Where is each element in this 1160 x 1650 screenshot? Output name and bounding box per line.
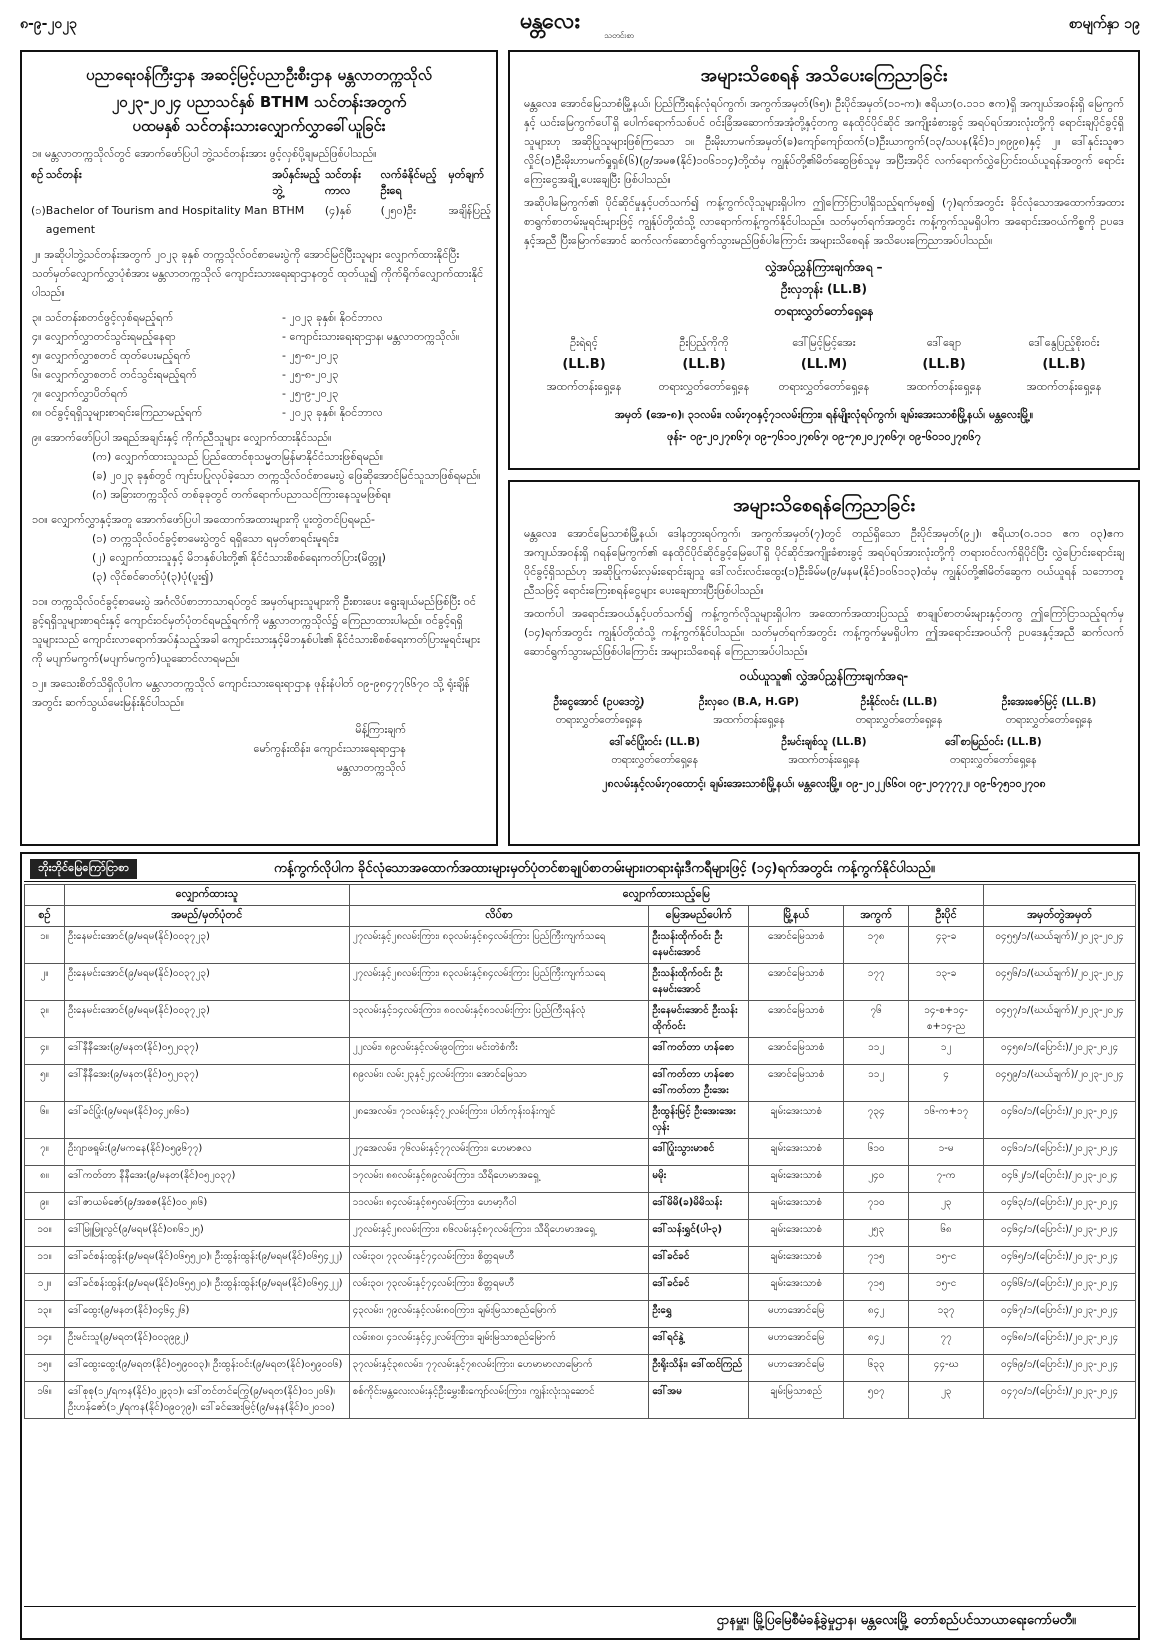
course-table [31,167,491,239]
table-cell: ၇၁၅ [844,1274,909,1301]
table-cell: ၇၁၅ [844,1247,909,1274]
lawyer-role: တရားလွှတ်တော်ရှေ့နေ [658,380,750,393]
registry-message: ကန့်ကွက်လိုပါက ခိုင်လုံသောအထောက်အထားများမှတ်ပုံတင်စာချုပ်စာတမ်းများ၊တရားရုံးဒီကရီများဖြင့် (၁၄)ရက်အတွင်း ကန့်ကွက်နိုင်ပါသည်။ [274,861,935,876]
notice-p9: ၉။ အောက်ဖော်ပြပါ အရည်အချင်းနှင့် ကိုက်ညီသူများ လျှောက်ထားနိုင်သည်။ [32,431,332,444]
group-header-land: လျှောက်ထားသည့်မြေ [349,885,983,906]
table-cell: ဒေါ်ခင်ခင် [649,1274,749,1301]
table-row [25,1166,1136,1193]
notice-title-2: ၂၀၂၃-၂၀၂၄ ပညာသင်နှစ် BTHM သင်တန်းအတွက် [111,93,407,111]
schedule-row [32,327,486,346]
signature-line-3: မန္တလာတက္ကသိုလ် [336,761,406,774]
table-cell: ၁၄-စ+၁၄-စ+၁၄-ည [909,1001,984,1038]
schedule-value: - ၂၅-၈-၂၀၂၃ [282,368,339,381]
notice-p12: ၁၂။ အသေးစိတ်သိရှိလိုပါက မန္တလာတက္ကသိုလ် ကျောင်းသားရေးရာဌာန ဖုန်းနံပါတ် ၀၉-၉၈၄၇၇၆၆၇၀ သို့ ရုံးချိန်အတွင်း ဆက်သွယ်မေးမြန်းနိုင်ပါသည်။ [32,677,470,709]
table-cell: ၄ [909,1065,984,1102]
schedule-row [32,308,486,327]
table-cell: ၁၃လမ်းနှင့်၁၄လမ်းကြား၊ ၈၀လမ်းနှင့်၈၁လမ်းကြား ပြည်ကြီးရန်လုံ [349,1001,649,1038]
table-cell: ဦးရိုးသိန်း၊ ဒေါ်ထင်ကြည် [649,1355,749,1382]
schedule-value: - ၂၀၂၃ ခုနှစ်၊ နိုဝင်ဘာလ [282,311,383,324]
schedule-label: ၈။ ဝင်ခွင့်ရရှိသူများစာရင်းကြေညာမည့်ရက် [32,406,203,419]
lawyer-qualification: (LL.B) [682,357,726,372]
schedule-label: ၄။ လျှောက်လွှာတင်သွင်းရမည့်နေရာ [32,330,176,343]
table-cell: ၂၂လမ်း၊ ၈၉လမ်းနှင့်လမ်း၉၀ကြား၊ မင်းတဲစံကီး [349,1038,649,1065]
table-cell: ဦးရွှေ [649,1301,749,1328]
table-row [25,964,1136,1001]
schedule-label: ၇။ လျှောက်လွှာပိတ်ရက် [32,387,128,400]
table-cell: အောင်မြေသာစံ [749,1038,844,1065]
table-cell: ၄။ [25,1038,65,1065]
table-cell: ၀၄၅၇/၁/(ဃယ်ချက်)/၂၀၂၃-၂၀၂၄ [984,1001,1136,1038]
public-notice-2-address: ၂၈လမ်းနှင့်လမ်း၇၀ထောင့်၊ ချမ်းအေးသာစံမြို့နယ်၊ မန္တလေးမြို့။ ၀၉-၂၀၂၂၆၆၀၊ ၀၉-၂၀၇၇၇၇၂၊ ၀၉-၆၇၅၁၀၂၇၀၈ [602,777,1046,790]
table-cell: ချမ်းအေးသာစံ [749,1193,844,1220]
schedule-row [32,403,486,422]
eligibility-item: (ဂ) အခြားတက္ကသိုလ် တစ်ခုခုတွင် တက်ရောက်ပညာသင်ကြားနေသူမဖြစ်ရ။ [92,488,392,501]
table-cell: ၀၄၆၀/၁/(ပြောင်း)/၂၀၂၃-၂၀၂၄ [984,1102,1136,1139]
lawyer-name: ဦးမင်းချစ်သူ (LL.B) [781,736,867,748]
table-cell: ၈၉လမ်း၊ လမ်း၂၃နှင့်၂၄လမ်းကြား၊ အောင်မြေသာ [349,1065,649,1102]
table-cell: မဟာအောင်မြေ [749,1301,844,1328]
masthead-subtitle: သတင်းစာ [604,31,634,40]
table-cell: ၂၈အေလမ်း၊ ၇၁လမ်းနှင့်၇၂လမ်းကြား၊ ပါတ်ကုန်းဝန်းကျင် [349,1102,649,1139]
table-cell: ၃။ [25,1001,65,1038]
group-header-applicant: လျှောက်ထားသူ [64,885,349,906]
registry-column-header: လိပ်စာ [349,906,649,927]
registry-column-header: အမှတ်တွဲအမှတ် [984,906,1136,927]
masthead-logo [520,6,640,42]
lawyer [739,733,908,769]
lawyer-name: ဦးအေးဇော်မြင့် (LL.B) [1001,696,1097,708]
table-cell: ဒေါ်ပြုံးသွားမာစင် [649,1139,749,1166]
table-row [25,1220,1136,1247]
table-row [25,1382,1136,1419]
registry-column-header: မြေအမည်ပေါက် [649,906,749,927]
course-cell: (၄)နှစ် [324,204,352,217]
public-notice-1-body-2: အဆိုပါမြေကွက်၏ ပိုင်ဆိုင်မှုနှင့်ပတ်သက်၍ ကန့်ကွက်လိုသူများရှိပါက ဤကြော်ငြာပါရှိသည့်ရက်မှစ၍ (၇)ရက်အတွင်း ခိုင်လုံသောအထောက်အထားစာရွက်စာတမ်းမူရင်းများဖြင့် ကျွန်ုပ်တို့ထံသို့ လာရောက်ကန့်ကွက်နိုင်ပါသည်။ သတ်မှတ်ရက်အတွင်း ကန့်ကွက်သူမရှိပါက အရောင်းအဝယ်ကိစ္စကို ဥပဒေနှင့်အညီ ပြီးမြောက်အောင် ဆက်လက်ဆောင်ရွက်သွားမည်ဖြစ်ပါကြောင်း အများသိစေရန် အသိပေးကြေညာအပ်ပါသည်။ [524,196,1124,247]
lawyer-role: အထက်တန်းရှေ့နေ [546,380,622,393]
table-cell: ၁၂ [909,1038,984,1065]
notice-title-3: ပထမနှစ် သင်တန်းသားလျှောက်လွှာခေါ်ယူခြင်း [132,117,386,135]
table-cell: ဒေါ်ကတ်တာ ဟန်စော ဒေါ်ကတ်တာ ဦးအေး [649,1065,749,1102]
lawyer-name: ဒေါ်ခင်ပြုံးဝင်း (LL.B) [609,736,700,748]
public-notice-2-by: ဝယ်ယူသူ၏ လွှဲအပ်ညွှန်ကြားချက်အရ- [739,669,909,683]
public-notice-1 [508,50,1140,470]
table-cell: လမ်း၃၀၊ ၇၃လမ်းနှင့်၇၄လမ်းကြား၊ စိတ္တရမဟီ [349,1247,649,1274]
table-cell: မဟာအောင်မြေ [749,1328,844,1355]
course-header: အပ်နှင်းမည့်ဘွဲ့ [272,168,321,197]
table-cell: ဒေါ်ခင်ခင် [649,1247,749,1274]
table-cell: ၁၁၂ [844,1038,909,1065]
lawyer-role: အထက်တန်းရှေ့နေ [788,754,860,766]
lawyer-role: တရားလွှတ်တော်ရှေ့နေ [611,754,698,766]
registry-header [24,856,1136,882]
schedule-row [32,365,486,384]
page-header [20,6,1140,46]
lawyer-name: ဦးပြည့်ကိုကို [679,336,729,349]
page-number: စာမျက်နှာ ၁၉ [1068,16,1140,32]
table-cell: ၇။ [25,1139,65,1166]
document-item: (၃) လိုင်စင်ဓာတ်ပုံ(၃)ပုံ(ပူး၍) [92,570,214,583]
registry-footer: ဌာနမှူး၊ မြို့ပြမြေစီမံခန့်ခွဲမှုဌာန၊ မန္တလေးမြို့ တော်စည်ပင်သာယာရေးကော်မတီ။ [24,1606,1136,1636]
table-cell: ၇၆ [844,1001,909,1038]
course-header: သင်တန်းကာလ [324,168,361,197]
table-cell: ဒေါ်ရင်နွဲ့ [649,1328,749,1355]
table-cell: ၈၄၂ [844,1301,909,1328]
table-cell: ၅၀၇ [844,1382,909,1419]
lawyer-name: ဒေါ်မြင့်မြင့်အေး [792,336,856,349]
schedule-list [22,302,496,422]
table-cell: ချမ်းအေးသာစံ [749,1220,844,1247]
course-header: မှတ်ချက် [448,168,485,181]
table-row [25,1301,1136,1328]
table-cell: ချမ်းအေးသာစံ [749,1247,844,1274]
table-cell: ၄၃လမ်း၊ ၇၉လမ်းနှင့်လမ်း၈၀ကြား၊ ချမ်းမြသာစည်မြောက် [349,1301,649,1328]
table-cell: မမိုး [649,1166,749,1193]
table-cell: ၇-က [909,1166,984,1193]
public-notice-1-phone: ဖုန်း- ၀၉-၂၀၂၇၈၆၇၊ ၀၉-၇၆၁၀၂၇၈၆၇၊ ၀၉-၇၈၂၀၂၇၈၆၇၊ ၀၉-၆၀၁၀၂၇၈၆၇ [667,430,981,443]
course-cell: BTHM [272,204,305,217]
table-cell: ဒေါ်ခင်စန်းထွန်း(၉/မရမ(နိုင်)၀၆၅၅၂၀)၊ ဦးထွန်းထွန်း(၉/မရမ(နိုင်)၀၆၅၄၂၂) [64,1247,349,1274]
table-cell: ၁၃-ခ [909,964,984,1001]
table-cell: ချမ်းအေးသာစံ [749,1139,844,1166]
lawyer [644,332,764,398]
public-notice-1-title: အများသိစေရန် အသိပေးကြေညာခြင်း [700,65,948,86]
table-cell: ၁၇၇ [844,964,909,1001]
public-notice-1-by: လွှဲအပ်ညွှန်ကြားချက်အရ – [765,260,883,274]
table-cell: ၂၄၀ [844,1166,909,1193]
document-item: (၂) လျှောက်ထားသူနှင့် မိဘနှစ်ပါးတို့၏ နိုင်ငံသားစိစစ်ရေးကတ်ပြား(မိတ္တူ) [92,551,386,564]
table-cell: ၁၇၈ [844,927,909,964]
table-cell: ဒေါ်ထွေး(၉/မနတ(နိုင်)၀၄၆၄၂၆) [64,1301,349,1328]
eligibility-item: (ခ) ၂၀၂၃ ခုနှစ်တွင် ကျင်းပပြုလုပ်ခဲ့သော တက္ကသိုလ်ဝင်စာမေးပွဲ ဖြေဆိုအောင်မြင်သူသာဖြစ်ရမည်။ [92,469,481,482]
table-cell: ၀၄၅၆/၁/(ဃယ်ချက်)/၂၀၂၃-၂၀၂၄ [984,964,1136,1001]
lawyer-name: ဒေါ်စာမြည်ဝင်း (LL.B) [944,736,1042,748]
land-registry-notice [20,852,1140,1640]
table-cell: အောင်မြေသာစံ [749,964,844,1001]
table-cell: ဒေါ်ကတ်တာ ဟန်စော [649,1038,749,1065]
public-notice-2-body-2: အထက်ပါ အရောင်းအဝယ်နှင့်ပတ်သက်၍ ကန့်ကွက်လိုသူများရှိပါက အထောက်အထားပြသည့် စာချုပ်စာတမ်းများနှင့်တကွ ဤကြော်ငြာသည့်ရက်မှ (၁၄)ရက်အတွင်း ကျွန်ုပ်တို့ထံသို့ ကန့်ကွက်နိုင်ပါသည်။ သတ်မှတ်ရက်အတွင်း ကန့်ကွက်မှုမရှိပါက ဤအရောင်းအဝယ်ကို ဥပဒေနှင့်အညီ ဆက်လက်ဆောင်ရွက်သွားမည်ဖြစ်ပါကြောင်း အများသိစေရန် ကြေညာအပ်ပါသည်။ [524,607,1124,658]
public-notice-1-main-lawyer: ဦးလှဘုန်း (LL.B) [781,282,867,296]
table-cell: ၀၄၆၉/၁/(ပြောင်း)/၂၀၂၃-၂၀၂၄ [984,1355,1136,1382]
course-header: စဉ် [31,168,44,181]
table-cell: ၀၄၅၈/၁/(ပြောင်း)/၂၀၂၃-၂၀၂၄ [984,1038,1136,1065]
table-cell: ၁၄။ [25,1328,65,1355]
signature-line-2: မော်ကွန်းထိန်း၊ ကျောင်းသားရေးရာဌာန [253,742,406,755]
table-cell: ၂၇လမ်းနှင့်၂၈လမ်းကြား၊ ၈၃လမ်းနှင့်၈၄လမ်းကြား ပြည်ကြီးကျက်သရေ [349,964,649,1001]
registry-column-header: အမည်/မှတ်ပုံတင် [64,906,349,927]
table-row [25,1065,1136,1102]
table-cell: ၁၁။ [25,1247,65,1274]
table-cell: ၁၁လမ်း၊ ၈၄လမ်းနှင့်၈၅လမ်းကြား၊ ဟေမာ့ဂီဝါ [349,1193,649,1220]
table-cell: ၁၅။ [25,1355,65,1382]
table-cell: ဦးမင်းသူ(၉/မရတ(နိုင်)၀၀၃၉၉၂) [64,1328,349,1355]
lawyer-name: ဦးရဲရင့် [570,336,598,349]
table-cell: ၁၁၂ [844,1065,909,1102]
signature-block [22,720,496,777]
table-cell: ဒေါ်စုစု(၁၂/ရကန(နိုင်)၀၂၉၃၁)၊ ဒေါ်တင်တင်ကြွေ(၉/မရတ(နိုင်)၀၁၂၀၆)၊ ဦးဟန်ဇော်(၁၂/ရကန(နိုင်)၀၉၀၇၉)၊ ဒေါ်ခင်အေးမြင့်(၉/မနန(နိုင်)၀၂၀၁၀) [64,1382,349,1419]
schedule-value: - ကျောင်းသားရေးရာဌာန၊ မန္တလာတက္ကသိုလ်။ [282,330,460,343]
course-cell: အချိန်ပြည့် [448,204,491,217]
table-row [25,1139,1136,1166]
lawyer-role: တရားလွှတ်တော်ရှေ့နေ [555,714,643,726]
lawyer [570,733,739,769]
eligibility-list [22,447,496,504]
signature-line-1: မိန့်ကြားချက် [355,723,406,736]
table-cell: ၂၇အေလမ်း၊ ၇၆လမ်းနှင့်၇၇လမ်းကြား၊ ဟေမာဇလ [349,1139,649,1166]
table-cell: ၃၇လမ်းနှင့်၃၈လမ်း၊ ၇၇လမ်းနှင့်၇၈လမ်းကြား၊ ဟေမာမာလာမြောက် [349,1355,649,1382]
table-cell: ၆။ [25,1102,65,1139]
table-cell: ဒေါ်ထွေးထွေး(၉/မရတ(နိုင်)၀၅၉၀၀၃)၊ ဦးထွန်းဝင်း(၉/မရတ(နိုင်)၀၅၉၀၀၆) [64,1355,349,1382]
table-cell: ဦးနေမင်းအောင် ဦးသန်းထိုက်ဝင်း [649,1001,749,1038]
table-row [25,1355,1136,1382]
lawyer [524,693,674,729]
table-cell: ချမ်းအေးသာစံ [749,1274,844,1301]
table-cell: ၂၇လမ်းနှင့်၂၈လမ်းကြား၊ ၈၆လမ်းနှင့်၈၇လမ်းကြား၊ သီရိဟေမာအရှေ့ [349,1220,649,1247]
table-cell: ၆၁၀ [844,1139,909,1166]
course-cell: (၂၅၀)ဦး [380,204,416,217]
notice-p11: ၁၁။ တက္ကသိုလ်ဝင်ခွင့်စာမေးပွဲ အင်္ဂလိပ်စာဘာသာရပ်တွင် အမှတ်များသူများကို ဦးစားပေး ရွေးချယ်မည်ဖြစ်ပြီး ဝင်ခွင့်ရရှိသူများစာရင်းနှင့် ကျောင်းဝင်မှတ်ပုံတင်ရမည့်ရက်ကို မန္တလာတက္ကသိုလ်၌ ကြေညာထားပါမည်။ ဝင်ခွင့်ရရှိသူများသည် ကျောင်းလာရောက်အပ်နှံသည့်အခါ ကျောင်းသားနှင့်မိဘနှစ်ပါး၏ နိုင်ငံသားစိစစ်ရေးကတ်ပြားမူရင်းများကို မပျက်မကွက်(မပျက်မကွက်)ယူဆောင်လာရမည်။ [32,595,480,665]
notice-intro: ၁။ မန္တလာတက္ကသိုလ်တွင် အောက်ဖော်ပြပါ ဘွဲ့သင်တန်းအား ဖွင့်လှစ်ပို့ချမည်ဖြစ်ပါသည်။ [32,147,377,160]
table-cell: ၀၄၆၂/၁/(ပြောင်း)/၂၀၂၃-၂၀၂၄ [984,1166,1136,1193]
table-cell: လမ်း၈၀၊ ၄၁လမ်းနှင့်၄၂လမ်းကြား၊ ချမ်းမြသာစည်မြောက် [349,1328,649,1355]
table-cell: ၁၂။ [25,1274,65,1301]
table-row [25,1247,1136,1274]
table-cell: ဦးနေမင်းအောင်(၉/မရမ(နိုင်)၀၀၃၇၂၃) [64,927,349,964]
lawyer-list-1 [510,687,1138,729]
lawyer-role: အထက်တန်းရှေ့နေ [713,714,785,726]
lawyer [1004,332,1124,398]
public-notice-1-main-role: တရားလွှတ်တော်ရှေ့နေ [774,304,874,318]
lawyer-role: အထက်တန်းရှေ့နေ [1026,380,1102,393]
table-cell: ဒေါ်ကတ်တာ နီနီအေး(၉/မနတ(နိုင်)၀၅၂၀၃၇) [64,1166,349,1193]
lawyer [764,332,884,398]
registry-column-header: ဦးပိုင် [909,906,984,927]
lawyer-name: ဦးငွေအောင် (ဥပဒေဘွဲ့) [553,696,645,708]
lawyer [884,332,1004,398]
table-cell: ဦးနေမင်းအောင်(၉/မရမ(နိုင်)၀၀၃၇၂၃) [64,964,349,1001]
lawyer [674,693,824,729]
table-cell: ၁၇လမ်း၊ ၈၈လမ်းနှင့်၈၉လမ်းကြား၊ သီရိဟေမာအရှေ့ [349,1166,649,1193]
schedule-value: - ၂၀၂၃ ခုနှစ်၊ နိုဝင်ဘာလ [282,406,383,419]
table-cell: ၀၄၆၅/၁/(ပြောင်း)/၂၀၂၃-၂၀၂၄ [984,1247,1136,1274]
table-cell: ဒေါ်ဇာယမ်ဇော်(၉/အစဇ(နိုင်)၀၀၂၈၆) [64,1193,349,1220]
notice-p10: ၁၀။ လျှောက်လွှာနှင့်အတူ အောက်ဖော်ပြပါ အထောက်အထားများကို ပူးတွဲတင်ပြရမည်- [32,513,375,526]
lawyer [824,693,974,729]
table-cell: ၁၀။ [25,1220,65,1247]
table-cell: ၁။ [25,927,65,964]
registry-column-header: စဉ် [25,906,65,927]
course-header: သင်တန်း [45,168,82,181]
course-header: လက်ခံနိုင်မည့်ဦးရေ [380,168,437,197]
lawyer-role: တရားလွှတ်တော်ရှေ့နေ [855,714,943,726]
lawyer-role: အထက်တန်းရှေ့နေ [906,380,982,393]
table-cell: ဒေါ်နီနီအေး(၉/မနတ(နိုင်)၀၅၂၀၃၇) [64,1038,349,1065]
lawyer-qualification: (LL.B) [562,357,606,372]
lawyer-qualification: (LL.M) [800,357,848,372]
table-cell: ဒေါ်သန်းရွှင်(ပါ-၃) [649,1220,749,1247]
table-row [25,1001,1136,1038]
table-cell: ၈၄၂ [844,1328,909,1355]
table-cell: အောင်မြေသာစံ [749,927,844,964]
lawyer-name: ဒေါ်ချော [926,336,962,349]
table-cell: ဦးသန်းထိုက်ဝင်း ဦးနေမင်းအောင် [649,927,749,964]
table-row [25,1274,1136,1301]
table-cell: ဒေါ်မြူမြူလွင်(၉/မရမ(နိုင်)၀၈၆၁၂၅) [64,1220,349,1247]
public-notice-2-body-1: မန္တလေး၊ အောင်မြေသာစံမြို့နယ်၊ ဒေါနဘွားရပ်ကွက်၊ အကွက်အမှတ်(၇)တွင် တည်ရှိသော ဦးပိုင်အမှတ်(၉၂)၊ ဧရိယာ(၀.၁၁၁ ဧက ၀၃)ဧက အကျယ်အဝန်းရှိ ဂရန်မြေကွက်၏ နေထိုင်ပိုင်ဆိုင်ခွင့်မြေပေါ်ရှိ ပိုင်ဆိုင်အကျိုးခံစားခွင့် အရပ်ရပ်အားလုံးတို့ကို တရားဝင်လက်ရှိပိုင်ပြီး လွှဲပြောင်းရောင်းချပိုင်ခွင့်ရှိသည်ဟု အဆိုပြုကမ်းလှမ်းရောင်းချသူ ဒေါ်လင်းလင်းထွေး(၁)ဦးခိမ်မ(၉/မနမ(နိုင်)၁၀၆၁၁၃)ထံမှ ကျွန်ုပ်တို့၏မိတ်ဆွေက ဝယ်ယူရန် သဘောတူညီသဖြင့် ရောင်းကြေးစရန်ငွေများ ပေးချေထားပြီးဖြစ်ပါသည်။ [524,527,1124,597]
lawyer-role: တရားလွှတ်တော်ရှေ့နေ [1005,714,1093,726]
table-cell: အောင်မြေသာစံ [749,1065,844,1102]
table-cell: ဒေါ်အမ [649,1382,749,1419]
table-cell: ၀၄၆၇/၁/(ပြောင်း)/၂၀၂၃-၂၀၂၄ [984,1301,1136,1328]
table-cell: ၇၁၀ [844,1193,909,1220]
schedule-label: ၅။ လျှောက်လွှာစတင် ထုတ်ပေးမည့်ရက် [32,349,191,362]
lawyer-name: ဦးလှဝေ (B.A, H.GP) [698,696,800,708]
lawyer-role: တရားလွှတ်တော်ရှေ့နေ [950,754,1037,766]
lawyer [524,332,644,398]
table-cell: စစ်ကိုင်းမန္တလေးလမ်းနှင့်ဦးမွှေးစီးကျော်လမ်းကြား၊ ကျွန်းလုံးသူဆောင် [349,1382,649,1419]
schedule-label: ၆။ လျှောက်လွှာစတင် တင်သွင်းရမည့်ရက် [32,368,197,381]
table-cell: ၀၄၇၀/၁/(ပြောင်း)/၂၀၂၃-၂၀၂၄ [984,1382,1136,1419]
public-notice-2-title: အများသိစေရန်ကြေညာခြင်း [733,495,915,516]
registry-tag: ဘိုးဘိုင်မြေကြော်ငြာစာ [30,859,137,879]
table-row [25,1328,1136,1355]
document-item: (၁) တက္ကသိုလ်ဝင်ခွင့်စာမေးပွဲတွင် ရရှိသော ရမှတ်စာရင်းမူရင်း၊ [92,532,339,545]
table-cell: ၀၄၅၉/၁/(ဃယ်ချက်)/၂၀၂၃-၂၀၂၄ [984,1065,1136,1102]
schedule-value: - ၂၅-၈-၂၀၂၃ [282,349,339,362]
registry-column-header: အကွက် [844,906,909,927]
lawyer-qualification: (LL.B) [922,357,966,372]
table-cell: ၈။ [25,1166,65,1193]
table-row [25,1193,1136,1220]
table-cell: ၂၃ [909,1382,984,1419]
table-cell: ဒေါ်ခင်စန်းထွန်း(၉/မရမ(နိုင်)၀၆၅၅၂၀)၊ ဦးထွန်းထွန်း(၉/မရမ(နိုင်)၀၆၅၄၂၂) [64,1274,349,1301]
public-notice-1-address: အမှတ် (အေ-၈)၊ ၃၁လမ်း၊ လမ်း၇၀နှင့်၇၁လမ်းကြား၊ ရန်မျိုးလုံရပ်ကွက်၊ ချမ်းအေးသာစံမြို့နယ်၊ မန္တလေးမြို့။ [614,408,1034,421]
group-header-blank-2 [984,885,1136,906]
table-cell: ၆၈ [909,1220,984,1247]
schedule-value: - ၂၅-၉-၂၀၂၃ [282,387,339,400]
documents-list [22,529,496,586]
schedule-row [32,384,486,403]
masthead-title: မန္တလေး [520,9,580,34]
table-cell: ဦးထွန်းမြင့် ဦးအေးအေးလှန်း [649,1102,749,1139]
table-cell: ၁၆-က+၁၇ [909,1102,984,1139]
table-cell: လမ်း၃၀၊ ၇၃လမ်းနှင့်၇၄လမ်းကြား၊ စိတ္တရမဟီ [349,1274,649,1301]
table-row [25,1038,1136,1065]
table-cell: ချမ်းမြသာစည် [749,1382,844,1419]
table-cell: ၀၄၆၈/၁/(ပြောင်း)/၂၀၂၃-၂၀၂၄ [984,1328,1136,1355]
table-cell: ၇၇ [909,1328,984,1355]
table-cell: ဒေါ်နီနီအေး(၉/မနတ(နိုင်)၀၅၂၀၃၇) [64,1065,349,1102]
table-cell: ဦးနေမင်းအောင်(၉/မရမ(နိုင်)၀၀၃၇၂၃) [64,1001,349,1038]
table-cell: ၁၆။ [25,1382,65,1419]
table-cell: ချမ်းအေးသာစံ [749,1166,844,1193]
table-cell: ၂၇လမ်းနှင့်၂၈လမ်းကြား၊ ၈၃လမ်းနှင့်၈၄လမ်းကြား ပြည်ကြီးကျက်သရေ [349,927,649,964]
lawyer-list-2 [510,729,1138,769]
table-cell: ၂၅၃ [844,1220,909,1247]
table-cell: ၁၃၇ [909,1301,984,1328]
table-cell: ၄၃-ခ [909,927,984,964]
table-cell: ၉။ [25,1193,65,1220]
public-notice-2 [508,480,1140,846]
table-cell: ၀၄၆၁/၁/(ပြောင်း)/၂၀၂၃-၂၀၂၄ [984,1139,1136,1166]
eligibility-item: (က) လျှောက်ထားသူသည် ပြည်ထောင်စုသမ္မတမြန်မာနိုင်ငံသားဖြစ်ရမည်။ [92,450,384,463]
table-cell: ၁၃။ [25,1301,65,1328]
table-cell: ဒေါ်မိမိ(ခ)မိမိသန်း [649,1193,749,1220]
schedule-row [32,346,486,365]
table-row [25,927,1136,964]
lawyer [974,693,1124,729]
table-cell: ၁၅-င [909,1247,984,1274]
table-cell: ဒေါ်ခင်ပြုံး(၉/မရမ(နိုင်)၀၄၂၈၆၁) [64,1102,349,1139]
lawyer-name: ဦးနိုင်လင်း (LL.B) [860,696,938,708]
table-cell: ဦးဂျာဖရူမ်း(၉/မကနေ(နိုင်)၀၅၉၆၇၇) [64,1139,349,1166]
lawyer [909,733,1078,769]
group-header-blank [25,885,65,906]
registry-column-header: မြို့နယ် [749,906,844,927]
course-cell: (၁) [31,204,46,217]
notice-p2: ၂။ အဆိုပါဘွဲ့သင်တန်းအတွက် ၂၀၂၃ ခုနှစ် တက္ကသိုလ်ဝင်စာမေးပွဲကို အောင်မြင်ပြီးသူများ လျှောက်ထားနိုင်ပြီး သတ်မှတ်လျှောက်လွှာပုံစံအား မန္တလာတက္ကသိုလ် ကျောင်းသားရေးရာဌာနတွင် ထုတ်ယူ၍ ကိုက်ရိုက်လျှောက်ထားနိုင်ပါသည်။ [32,248,484,299]
table-cell: ၂။ [25,964,65,1001]
course-cell: Bachelor of Tourism and Hospitality Man agement [45,204,268,236]
schedule-label: ၃။ သင်တန်းစတင်ဖွင့်လှစ်ရမည့်ရက် [32,311,174,324]
table-cell: ၅။ [25,1065,65,1102]
table-cell: ၇၃၄ [844,1102,909,1139]
lawyer-name: ဒေါ်နွေပြည့်စိုးဝင်း [1028,336,1100,349]
table-cell: ၁-မ [909,1139,984,1166]
table-row [25,1102,1136,1139]
table-cell: ၀၄၆၄/၁/(ပြောင်း)/၂၀၂၃-၂၀၂၄ [984,1220,1136,1247]
public-notice-1-body-1: မန္တလေး၊ အောင်မြေသာစံမြို့နယ်၊ ပြည်ကြီးရန်လုံရပ်ကွက်၊ အကွက်အမှတ်(၆၅)၊ ဦးပိုင်အမှတ်(၁၁-က)၊ ဧရိယာ(၀.၁၁၁ ဧက)ရှိ အကျယ်အဝန်းရှိ မြေကွက်နှင့် ယင်းမြေကွက်ပေါ်ရှိ ပေါက်ရောက်သစ်ပင် ဝင်းခြံအဆောက်အအုံတို့နှင့်တကွ နေထိုင်ပိုင်ဆိုင် အကျိုးခံစားခွင့် အရပ်ရပ်အားလုံးတို့ကို ရောင်းချပိုင်ခွင့်ရှိသူများဟု အဆိုပြုသူများဖြစ်ကြသော ၁။ ဦးမိုးဟာမက်အမှတ်(ခ)ကျော်ကျော်ထက်(၁)ဦးယာကွက်(၁၃/သပန(နိုင်)၁၂၈၉၉၈)နှင့် ၂။ ဒေါ်နှင်းသူဇာလှိုင်(၁)ဦးမိုးဟာမက်ရှုရှစ်(၆)(၉/အမဇ(နိုင်)၁၀၆၁၁၄)တို့ထံမှ ကျွန်ုပ်တို့၏မိတ်ဆွေဖြစ်သူမှ အပြီးအပိုင် လက်ရောက်လွှဲပြောင်းဝယ်ယူရန်အတွက် ရောင်းကြေးငွေအချို့ ပေးချေပြီး ဖြစ်ပါသည်။ [524,97,1124,186]
table-cell: ၀၄၆၆/၁/(ပြောင်း)/၂၀၂၃-၂၀၂၄ [984,1274,1136,1301]
table-cell: ၁၅-င [909,1274,984,1301]
table-cell: ဦးသန်းထိုက်ဝင်း ဦးနေမင်းအောင် [649,964,749,1001]
lawyer-role: တရားလွှတ်တော်ရှေ့နေ [778,380,870,393]
university-admission-notice [20,50,498,846]
table-cell: ၀၄၆၃/၁/(ပြောင်း)/၂၀၂၃-၂၀၂၄ [984,1193,1136,1220]
issue-date: ၈-၉-၂၀၂၃ [20,16,77,32]
notice-title-1: ပညာရေးဝန်ကြီးဌာန အဆင့်မြင့်ပညာဦးစီးဌာန မန္တလာတက္ကသိုလ် [86,66,432,84]
registry-table [24,884,1136,1419]
table-cell: ၄၄-ဃ [909,1355,984,1382]
table-cell: ၆၃၃ [844,1355,909,1382]
table-cell: ၂၃ [909,1193,984,1220]
table-cell: ၀၄၅၅/၁/(ဃယ်ချက်)/၂၀၂၃-၂၀၂၄ [984,927,1136,964]
table-cell: ချမ်းအေးသာစံ [749,1102,844,1139]
lawyer-qualification: (LL.B) [1042,357,1086,372]
lawyer-list [510,322,1138,398]
table-cell: အောင်မြေသာစံ [749,1001,844,1038]
table-cell: မဟာအောင်မြေ [749,1355,844,1382]
